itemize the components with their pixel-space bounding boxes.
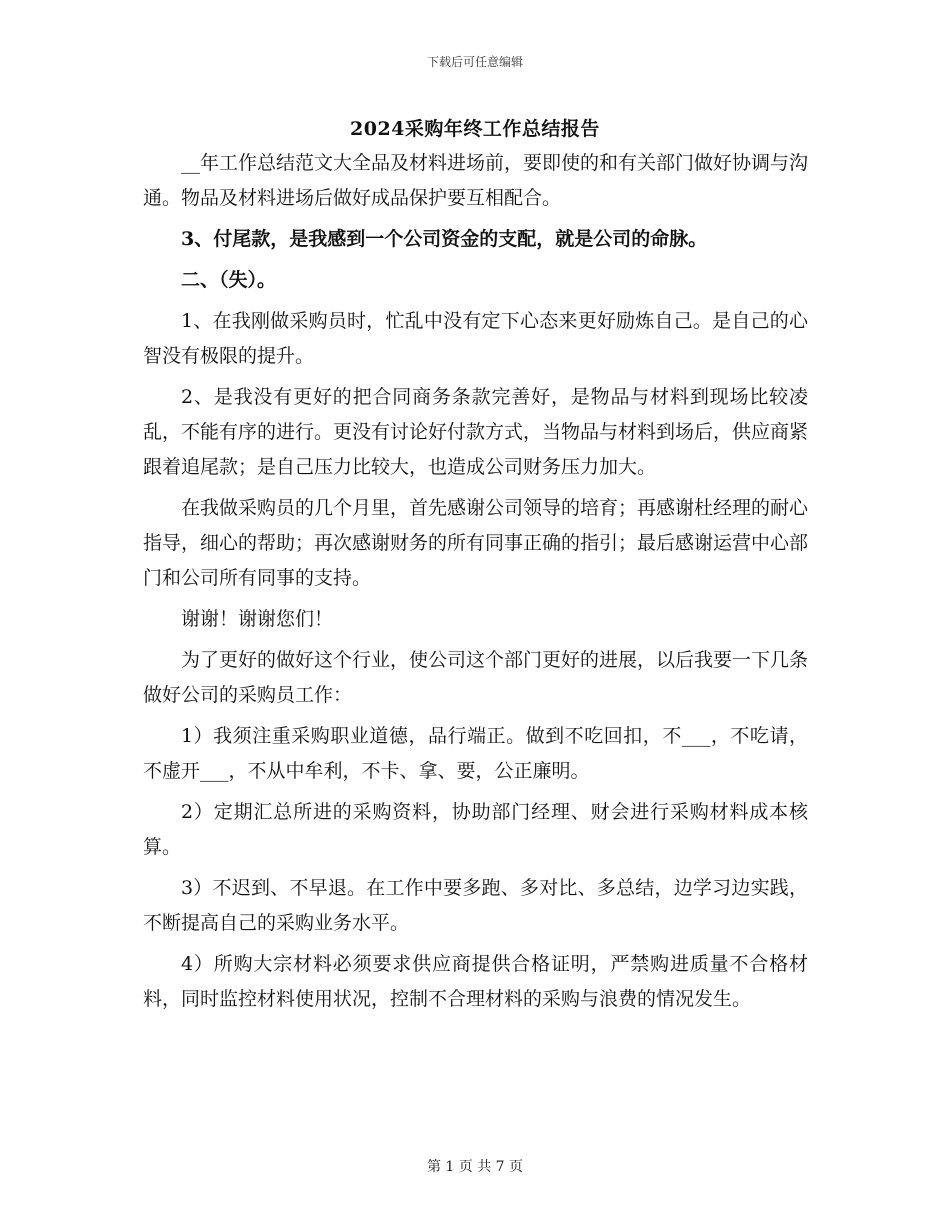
page-footer: 第 1 页 共 7 页 [426,1159,524,1175]
paragraph-6: 在我做采购员的几个月里，首先感谢公司领导的培育；再感谢杜经理的耐心指导，细心的帮助；再次感谢财务的所有同事正确的指引；最后感谢运营中心部门和公司所有同事的支持。 [143,497,809,589]
paragraph-9: 1）我须注重采购职业道德，品行端正。做到不吃回扣，不___，不吃请，不虚开___，不从中牟利，不卡、拿、要，公正廉明。 [143,725,808,782]
paragraph-3: 二、（失）。 [181,269,277,291]
paragraph-1: __年工作总结范文大全品及材料进场前，要即使的和有关部门做好协调与沟通。物品及材料进场后做好成品保护要互相配合。 [143,152,809,209]
document-body [143,146,808,1017]
paragraph-12: 4）所购大宗材料必须要求供应商提供合格证明，严禁购进质量不合格材料，同时监控材料使用状况，控制不合理材料的采购与浪费的情况发生。 [143,953,808,1010]
paragraph-2: 3、付尾款，是我感到一个公司资金的支配，就是公司的命脉。 [181,228,708,250]
paragraph-7: 谢谢！谢谢您们！ [181,608,334,630]
paragraph-4: 1、在我刚做采购员时，忙乱中没有定下心态来更好励炼自己。是自己的心智没有极限的提升。 [143,310,808,367]
paragraph-5: 2、是我没有更好的把合同商务条款完善好，是物品与材料到现场比较凌乱，不能有序的进行。更没有讨论好付款方式，当物品与材料到场后，供应商紧跟着追尾款；是自己压力比较大，也造成公司财务压力加大。 [143,386,809,478]
paragraph-10: 2）定期汇总所进的采购资料，协助部门经理、财会进行采购材料成本核算。 [143,801,808,858]
paragraph-8: 为了更好的做好这个行业，使公司这个部门更好的进展，以后我要一下几条做好公司的采购员工作： [143,649,809,706]
paragraph-11: 3）不迟到、不早退。在工作中要多跑、多对比、多总结，边学习边实践，不断提高自己的采购业务水平。 [143,877,808,934]
header-note: 下载后可任意编辑 [426,55,523,69]
document-title: 2024采购年终工作总结报告 [350,118,600,140]
